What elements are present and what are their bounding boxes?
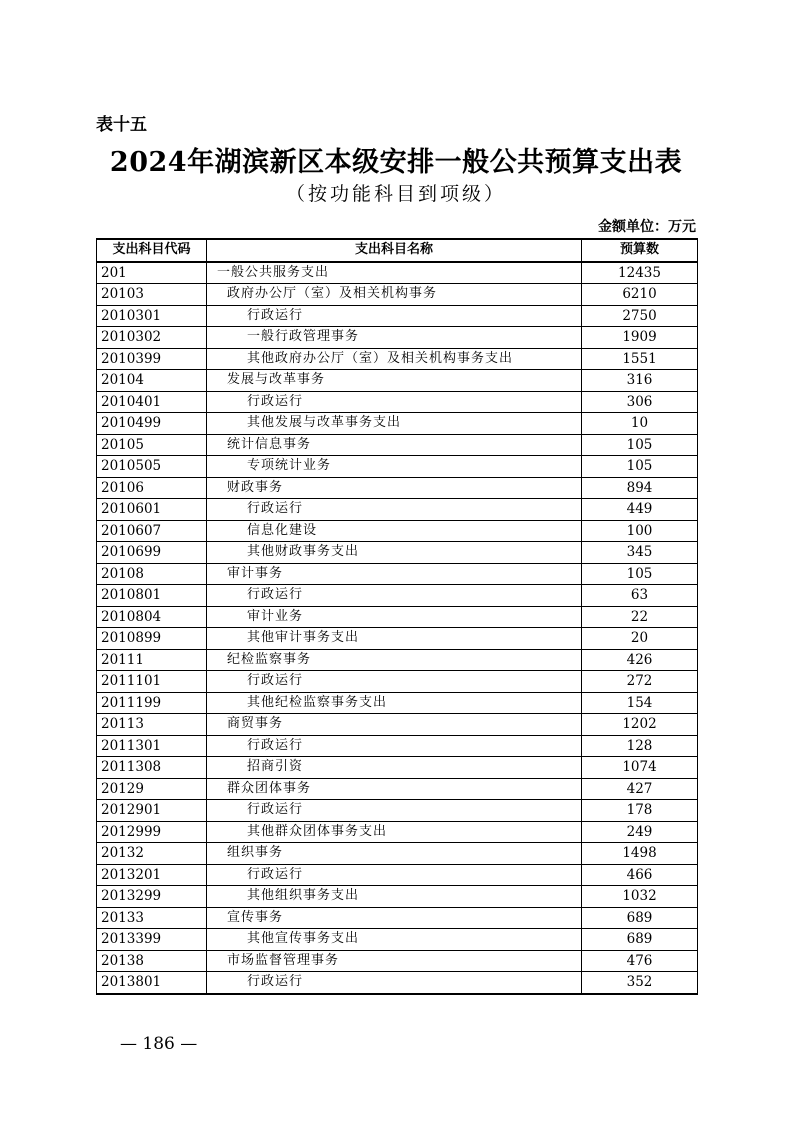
row-code: 2012999 bbox=[97, 821, 207, 843]
table-row bbox=[97, 886, 698, 908]
row-amount: 249 bbox=[582, 821, 698, 843]
row-amount: 345 bbox=[582, 542, 698, 564]
row-name: 招商引资 bbox=[207, 757, 582, 779]
row-amount: 689 bbox=[582, 907, 698, 929]
row-code: 2010601 bbox=[97, 499, 207, 521]
row-amount: 100 bbox=[582, 520, 698, 542]
row-name: 行政运行 bbox=[207, 735, 582, 757]
row-code: 2011301 bbox=[97, 735, 207, 757]
table-header-row bbox=[97, 239, 698, 262]
budget-table bbox=[96, 238, 698, 995]
table-row bbox=[97, 563, 698, 585]
row-name: 其他宣传事务支出 bbox=[207, 929, 582, 951]
row-name: 其他组织事务支出 bbox=[207, 886, 582, 908]
row-name: 其他纪检监察事务支出 bbox=[207, 692, 582, 714]
row-amount: 1074 bbox=[582, 757, 698, 779]
page-title: 2024年湖滨新区本级安排一般公共预算支出表 bbox=[109, 147, 683, 178]
table-row bbox=[97, 628, 698, 650]
row-code: 2010505 bbox=[97, 456, 207, 478]
row-code: 2010804 bbox=[97, 606, 207, 628]
row-name: 其他审计事务支出 bbox=[207, 628, 582, 650]
table-row bbox=[97, 391, 698, 413]
row-name: 纪检监察事务 bbox=[207, 649, 582, 671]
table-row bbox=[97, 692, 698, 714]
row-code: 20103 bbox=[97, 284, 207, 306]
row-code: 20104 bbox=[97, 370, 207, 392]
page-number: — 186 — bbox=[120, 1034, 198, 1054]
row-amount: 20 bbox=[582, 628, 698, 650]
page-subtitle: （按功能科目到项级） bbox=[285, 183, 506, 205]
table-row bbox=[97, 843, 698, 865]
row-name: 宣传事务 bbox=[207, 907, 582, 929]
table-row bbox=[97, 370, 698, 392]
table-row bbox=[97, 950, 698, 972]
row-name: 行政运行 bbox=[207, 585, 582, 607]
amount-unit: 金额单位：万元 bbox=[598, 219, 696, 235]
row-code: 2013201 bbox=[97, 864, 207, 886]
table-row bbox=[97, 735, 698, 757]
row-code: 20113 bbox=[97, 714, 207, 736]
row-code: 2010301 bbox=[97, 305, 207, 327]
row-code: 2011101 bbox=[97, 671, 207, 693]
row-amount: 10 bbox=[582, 413, 698, 435]
row-amount: 105 bbox=[582, 456, 698, 478]
row-amount: 427 bbox=[582, 778, 698, 800]
row-code: 2010607 bbox=[97, 520, 207, 542]
row-name: 一般公共服务支出 bbox=[207, 262, 582, 284]
table-row bbox=[97, 477, 698, 499]
row-amount: 316 bbox=[582, 370, 698, 392]
row-name: 统计信息事务 bbox=[207, 434, 582, 456]
row-code: 20133 bbox=[97, 907, 207, 929]
row-name: 其他群众团体事务支出 bbox=[207, 821, 582, 843]
table-row bbox=[97, 520, 698, 542]
row-name: 行政运行 bbox=[207, 391, 582, 413]
row-amount: 1498 bbox=[582, 843, 698, 865]
table-row bbox=[97, 821, 698, 843]
row-name: 财政事务 bbox=[207, 477, 582, 499]
row-code: 20132 bbox=[97, 843, 207, 865]
row-amount: 352 bbox=[582, 972, 698, 994]
table-row bbox=[97, 864, 698, 886]
table-row bbox=[97, 714, 698, 736]
row-code: 20106 bbox=[97, 477, 207, 499]
row-amount: 2750 bbox=[582, 305, 698, 327]
row-name: 其他政府办公厅（室）及相关机构事务支出 bbox=[207, 348, 582, 370]
row-amount: 6210 bbox=[582, 284, 698, 306]
table-row bbox=[97, 778, 698, 800]
row-name: 行政运行 bbox=[207, 671, 582, 693]
row-code: 2013399 bbox=[97, 929, 207, 951]
row-code: 2010899 bbox=[97, 628, 207, 650]
row-name: 商贸事务 bbox=[207, 714, 582, 736]
row-amount: 12435 bbox=[582, 262, 698, 284]
table-body bbox=[97, 262, 698, 994]
table-row bbox=[97, 499, 698, 521]
row-amount: 689 bbox=[582, 929, 698, 951]
row-amount: 1202 bbox=[582, 714, 698, 736]
column-header-name: 支出科目名称 bbox=[207, 239, 582, 262]
row-name: 行政运行 bbox=[207, 305, 582, 327]
table-row bbox=[97, 262, 698, 284]
row-code: 2013801 bbox=[97, 972, 207, 994]
row-name: 群众团体事务 bbox=[207, 778, 582, 800]
row-amount: 105 bbox=[582, 563, 698, 585]
table-row bbox=[97, 606, 698, 628]
row-name: 行政运行 bbox=[207, 499, 582, 521]
row-code: 2011308 bbox=[97, 757, 207, 779]
row-name: 信息化建设 bbox=[207, 520, 582, 542]
row-name: 行政运行 bbox=[207, 864, 582, 886]
row-amount: 272 bbox=[582, 671, 698, 693]
table-row bbox=[97, 284, 698, 306]
row-code: 20129 bbox=[97, 778, 207, 800]
row-name: 组织事务 bbox=[207, 843, 582, 865]
row-name: 专项统计业务 bbox=[207, 456, 582, 478]
row-code: 2011199 bbox=[97, 692, 207, 714]
row-amount: 1551 bbox=[582, 348, 698, 370]
table-row bbox=[97, 327, 698, 349]
table-row bbox=[97, 929, 698, 951]
row-code: 2013299 bbox=[97, 886, 207, 908]
row-amount: 426 bbox=[582, 649, 698, 671]
table-row bbox=[97, 542, 698, 564]
row-name: 审计事务 bbox=[207, 563, 582, 585]
table-row bbox=[97, 757, 698, 779]
row-amount: 1909 bbox=[582, 327, 698, 349]
table-row bbox=[97, 456, 698, 478]
row-code: 201 bbox=[97, 262, 207, 284]
row-amount: 178 bbox=[582, 800, 698, 822]
row-name: 行政运行 bbox=[207, 800, 582, 822]
table-row bbox=[97, 800, 698, 822]
row-name: 审计业务 bbox=[207, 606, 582, 628]
row-code: 20108 bbox=[97, 563, 207, 585]
column-header-amount: 预算数 bbox=[582, 239, 698, 262]
row-amount: 449 bbox=[582, 499, 698, 521]
table-row bbox=[97, 413, 698, 435]
row-amount: 128 bbox=[582, 735, 698, 757]
row-code: 2010302 bbox=[97, 327, 207, 349]
column-header-code: 支出科目代码 bbox=[97, 239, 207, 262]
table-row bbox=[97, 907, 698, 929]
table-row bbox=[97, 972, 698, 994]
row-code: 2010499 bbox=[97, 413, 207, 435]
row-amount: 306 bbox=[582, 391, 698, 413]
row-amount: 894 bbox=[582, 477, 698, 499]
table-row bbox=[97, 649, 698, 671]
row-amount: 105 bbox=[582, 434, 698, 456]
row-name: 其他发展与改革事务支出 bbox=[207, 413, 582, 435]
row-name: 发展与改革事务 bbox=[207, 370, 582, 392]
table-row bbox=[97, 585, 698, 607]
row-name: 行政运行 bbox=[207, 972, 582, 994]
row-code: 2010399 bbox=[97, 348, 207, 370]
row-code: 20105 bbox=[97, 434, 207, 456]
row-amount: 63 bbox=[582, 585, 698, 607]
row-code: 20111 bbox=[97, 649, 207, 671]
row-amount: 476 bbox=[582, 950, 698, 972]
row-name: 一般行政管理事务 bbox=[207, 327, 582, 349]
row-name: 其他财政事务支出 bbox=[207, 542, 582, 564]
row-name: 政府办公厅（室）及相关机构事务 bbox=[207, 284, 582, 306]
row-code: 20138 bbox=[97, 950, 207, 972]
table-row bbox=[97, 305, 698, 327]
row-code: 2012901 bbox=[97, 800, 207, 822]
row-code: 2010401 bbox=[97, 391, 207, 413]
table-row bbox=[97, 671, 698, 693]
row-amount: 22 bbox=[582, 606, 698, 628]
row-amount: 154 bbox=[582, 692, 698, 714]
table-row bbox=[97, 348, 698, 370]
row-amount: 466 bbox=[582, 864, 698, 886]
row-code: 2010801 bbox=[97, 585, 207, 607]
table-row bbox=[97, 434, 698, 456]
table-label: 表十五 bbox=[96, 115, 147, 135]
row-name: 市场监督管理事务 bbox=[207, 950, 582, 972]
row-amount: 1032 bbox=[582, 886, 698, 908]
row-code: 2010699 bbox=[97, 542, 207, 564]
